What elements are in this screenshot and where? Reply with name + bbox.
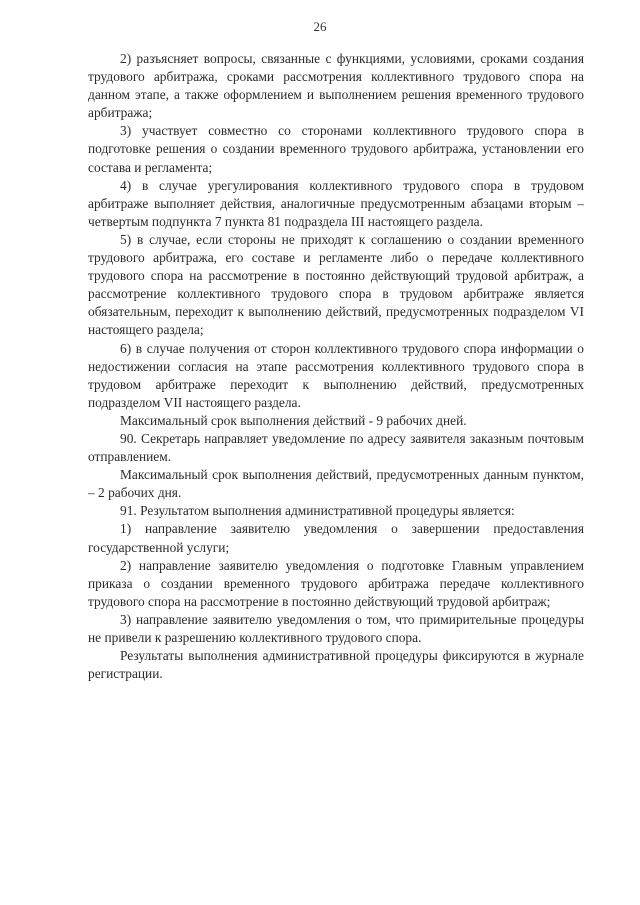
document-body	[88, 50, 584, 683]
paragraph-clause-91: 91. Результатом выполнения административной процедуры является:	[120, 503, 515, 519]
paragraph-clause-90: 90. Секретарь направляет уведомление по адресу заявителя заказным почтовым отправлением.	[88, 430, 584, 465]
paragraph-result-3: 3) направление заявителю уведомления о том, что примирительные процедуры не привели к разрешению коллективного трудового спора.	[88, 611, 584, 645]
paragraph-max-term-2-days: Максимальный срок выполнения действий, предусмотренных данным пунктом, – 2 рабочих дня.	[88, 467, 584, 501]
paragraph-result-1: 1) направление заявителю уведомления о завершении предоставления государственной услуги;	[88, 521, 584, 555]
paragraph-results-recorded: Результаты выполнения административной процедуры фиксируются в журнале регистрации.	[88, 648, 584, 682]
paragraph-item-3: 3) участвует совместно со сторонами коллективного трудового спора в подготовке решения о создании временного трудового арбитража, установлении его состава и регламента;	[88, 123, 584, 175]
paragraph-result-2: 2) направление заявителю уведомления о подготовке Главным управлением приказа о создании временного трудового арбитража передаче коллективного трудового спора на рассмотрение в постоянно действующий трудовой арбитраж;	[88, 557, 584, 609]
paragraph-item-6: 6) в случае получения от сторон коллективного трудового спора информации о недостижении согласия на этапе рассмотрения коллективного трудового спора в трудовом арбитраже переходит к выполнению действий, предусмотренных подразделом VII настоящего раздела.	[88, 340, 584, 410]
paragraph-item-5: 5) в случае, если стороны не приходят к соглашению о создании временного трудового арбитража, его составе и регламенте либо о передаче коллективного трудового спора на рассмотрение в постоянно действующий трудовой арбитраж, а рассмотрение коллективного трудового спора в трудовом арбитраже является обязательным, переходит к выполнению действий, предусмотренных подразделом VI настоящего раздела;	[88, 231, 584, 338]
paragraph-item-2: 2) разъясняет вопросы, связанные с функциями, условиями, сроками создания трудового арбитража, сроками рассмотрения коллективного трудового спора на данном этапе, а также оформлением и выполнением решения временного трудового арбитража;	[88, 51, 584, 121]
paragraph-item-4: 4) в случае урегулирования коллективного трудового спора в трудовом арбитраже выполняет действия, аналогичные предусмотренным абзацами вторым – четвертым подпункта 7 пункта 81 подраздела III настоящего раздела.	[88, 177, 584, 229]
paragraph-max-term-9-days: Максимальный срок выполнения действий - 9 рабочих дней.	[120, 412, 467, 428]
page-number: 26	[313, 19, 327, 34]
